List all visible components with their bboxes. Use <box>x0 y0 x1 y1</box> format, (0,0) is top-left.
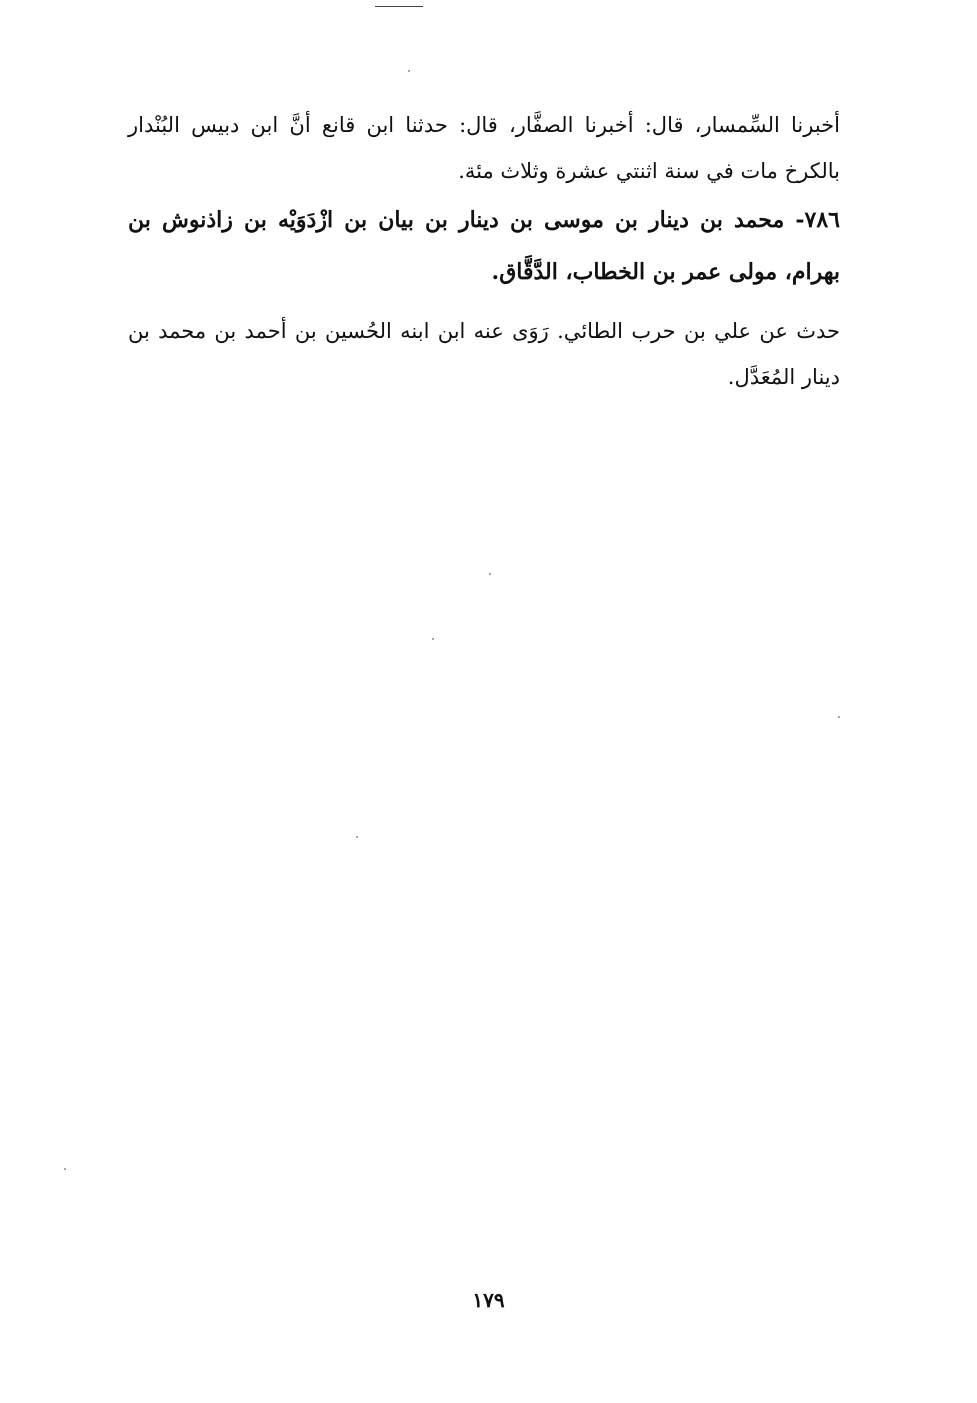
scan-speck <box>408 70 410 72</box>
scan-speck <box>489 573 491 575</box>
scan-speck <box>432 638 434 640</box>
entry-number: ٧٨٦- <box>795 207 840 233</box>
scan-speck <box>356 836 358 838</box>
page-number: ١٧٩ <box>472 1288 505 1312</box>
entry-heading-text: محمد بن دينار بن موسى بن دينار بن بيان بن ازْدَوَيْه بن زاذنوش بن بهرام، مولى عمر بن الخطاب، الدَّقَّاق. <box>128 207 840 285</box>
entry-body-paragraph: حدث عن علي بن حرب الطائي. رَوَى عنه ابن ابنه الحُسين بن أحمد بن محمد بن دينار المُعَدَّل. <box>128 319 840 389</box>
page-text <box>128 102 840 400</box>
narration-paragraph: أخبرنا السِّمسار، قال: أخبرنا الصفَّار، قال: حدثنا ابن قانع أنَّ ابن دبيس البُنْدار بالكرخ مات في سنة اثنتي عشرة وثلاث مئة. <box>128 113 840 183</box>
entry-heading <box>128 194 840 298</box>
top-rule <box>375 6 423 7</box>
scan-speck <box>838 716 840 718</box>
scan-speck <box>64 1168 66 1170</box>
